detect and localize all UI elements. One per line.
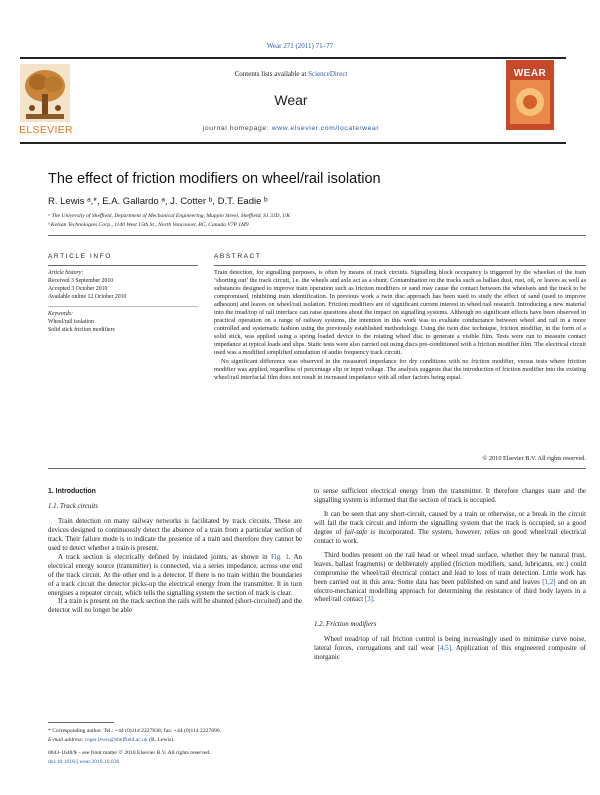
contents-prefix: Contents lists available at bbox=[234, 70, 309, 78]
body-column-left bbox=[48, 488, 302, 616]
abstract-body bbox=[214, 269, 586, 382]
text-run: It can be seen that any short-circuit, caused by a train or otherwise, or a break in the circuit will fail the track circuit and inform the signalling system that the track is occupied, so a good degree of bbox=[314, 510, 586, 536]
text-run: . An electrical energy source (transmitter) is connected, via a series impedance, across one end of the track circuit. At the other end is a detector. If there is no train within the boundaries of a track circuit the detector picks-up the electrical energy from the transmitter. It in turn energises a repeater circuit, which tells the signalling system the section of track is clear. bbox=[48, 553, 302, 597]
body-paragraph bbox=[48, 554, 302, 599]
text-run: and on an electro-mechanical modelling approach for determining the resistance of third body layers in a wheel/rail contact bbox=[314, 578, 586, 604]
abstract-rule bbox=[214, 265, 586, 266]
doi-link[interactable]: doi:10.1016/j.wear.2010.10.036 bbox=[48, 759, 120, 765]
body-paragraph: Train detection on many railway networks is facilitated by track circuits. These are devices designed to continuously detect the absence of a train from a particular section of track. Their failure mode is to indicate the presence of a train and therefore they cannot be used to detect whether a train is present. bbox=[48, 517, 302, 552]
affiliation-b: ᵇ Kelsan Technologies Corp., 1140 West 15th St., North Vancouver, BC, Canada V7P 1M9 bbox=[48, 222, 249, 228]
email-link[interactable]: roger.lewis@sheffield.ac.uk bbox=[85, 737, 148, 743]
body-paragraph bbox=[314, 552, 586, 606]
footnote-rule bbox=[48, 722, 114, 723]
journal-title: Wear bbox=[274, 92, 308, 108]
journal-citation[interactable]: Wear 271 (2011) 71–77 bbox=[266, 42, 334, 50]
text-run: A track section is electrically defined by insulated joints, as shown in bbox=[58, 553, 271, 561]
issn-line: 0043-1648/$ – see front matter © 2010 Elsevier B.V. All rights reserved. bbox=[48, 750, 211, 756]
keywords-rule bbox=[48, 306, 198, 307]
header-top-rule bbox=[20, 57, 566, 59]
publisher-name: ELSEVIER bbox=[19, 124, 73, 136]
abstract-end-rule bbox=[48, 468, 586, 469]
divider bbox=[48, 235, 586, 236]
doi-line bbox=[48, 759, 119, 765]
author-list: R. Lewis ᵃ,*, E.A. Gallardo ᵃ, J. Cotter ᵇ, D.T. Eadie ᵇ bbox=[48, 196, 268, 207]
corresponding-author-note: * Corresponding author. Tel.: +44 (0)114 2227838; fax: +44 (0)114 2227890. bbox=[48, 728, 222, 734]
text-run: . bbox=[372, 596, 375, 604]
body-paragraph bbox=[314, 636, 586, 663]
abstract-heading: ABSTRACT bbox=[214, 253, 262, 260]
keyword-2: Solid stick friction modifiers bbox=[48, 327, 115, 333]
history-label: Article history: bbox=[48, 270, 84, 276]
article-info-rule bbox=[48, 265, 198, 266]
abstract-copyright: © 2010 Elsevier B.V. All rights reserved. bbox=[482, 455, 586, 462]
journal-homepage bbox=[90, 125, 492, 132]
contents-line bbox=[90, 70, 492, 78]
text-run: . Application of this engineered composite of inorganic bbox=[314, 645, 586, 662]
reference-link-4-5[interactable]: [4,5] bbox=[437, 645, 452, 653]
homepage-link[interactable]: www.elsevier.com/locate/wear bbox=[271, 125, 380, 132]
section-1-heading: 1. Introduction bbox=[48, 488, 96, 495]
sciencedirect-link[interactable]: ScienceDirect bbox=[308, 70, 348, 78]
homepage-prefix: journal homepage: bbox=[202, 125, 272, 132]
subsection-1-1-heading: 1.1. Track circuits bbox=[48, 502, 98, 510]
article-info-heading: ARTICLE INFO bbox=[48, 253, 112, 260]
abstract-paragraph-2: No significant difference was observed in the measured impedance for dry conditions with no friction modifier, versus tests where friction modifier was applied, regardless of percentage slip or input voltage. The analysis suggests that the introduction of friction modifier into the existing wheel/rail interfacial film does not result in increased impedance with all other factors being equal. bbox=[214, 357, 586, 381]
reference-link-3[interactable]: [3] bbox=[364, 596, 373, 604]
cover-title: WEAR bbox=[513, 68, 547, 79]
keyword-1: Wheel/rail isolation bbox=[48, 319, 94, 325]
email-note bbox=[48, 737, 175, 743]
affiliation-a: ᵃ The University of Sheffield, Department of Mechanical Engineering, Mappin Street, Sheffield, S1 3JD, UK bbox=[48, 213, 291, 219]
history-accepted: Accepted 3 October 2010 bbox=[48, 286, 108, 292]
body-paragraph bbox=[314, 511, 586, 547]
reference-link-1-2[interactable]: [1,2] bbox=[542, 578, 556, 586]
header-bottom-rule bbox=[20, 142, 566, 144]
email-suffix: (R. Lewis). bbox=[147, 737, 175, 743]
abstract-paragraph-1: Train detection, for signalling purposes, is often by means of track circuits. Signalling block occupancy is triggered by the wheelset of the train ‘shorting out’ the track circuit, i.e. the wheels and axle act as a shunt. Contamination on the tracks such as ballast dust, rust, oil, or leaves as well as substances designed to improve train operation such as friction modifiers or sand may cause the contact between the wheelsets and the track to be compromised, inhibiting train identification. In previous work a twin disc approach has been used to study the effect of sand (used to improve adhesion) and leaves on wheel/rail isolation. Friction modifiers are of significant current interest in wheel/rail research. Introducing a new material into the tread/top of rail interface can raise questions about the impact on signalling systems. Although no significant effects have been observed in practical operation on a range of railway systems, the intention in this work was to evaluate conductance between wheel and rail in a more controlled and systematic fashion using the previously established methodology. Using the twin disc technique, friction modifier, in the form of a solid stick, was applied using a spring loaded device to the rotating wheel disc to generate a visible film. Tests were run to measure contact impedance at typical loads and slips. Static tests were also carried out using discs pre-conditioned with a friction modifier film. The electrical circuit used was a modified simplified simulation of audio frequency track circuit. bbox=[214, 269, 586, 357]
text-run: Third bodies present on the rail head or wheel tread surface, whether they be natural (rust, leaves, ballast fragments) or deliberately applied (friction modifiers, sand, lubricants, etc.) could compromise the wheel/rail electrical contact and lead to loss of train detection. Little work has been carried out in this area. Some data has been published on sand and leaves bbox=[314, 551, 586, 586]
body-paragraph: to sense sufficient electrical energy from the transmitter. It therefore changes state and the signalling system is informed that the section of track is occupied. bbox=[314, 488, 586, 504]
article-title: The effect of friction modifiers on wheel/rail isolation bbox=[48, 171, 381, 187]
figure-1-link[interactable]: Fig. 1 bbox=[270, 553, 289, 561]
subsection-1-2-heading: 1.2. Friction modifiers bbox=[314, 621, 377, 629]
keywords-label: Keywords: bbox=[48, 311, 73, 317]
email-label: E-mail address: bbox=[48, 737, 86, 743]
body-paragraph: If a train is present on the track section the rails will be shunted (short-circuited) and the detector will no longer be able bbox=[48, 598, 302, 615]
emphasis-text: fail-safe bbox=[344, 528, 368, 536]
history-received: Received 3 September 2010 bbox=[48, 278, 114, 284]
text-run: Wheel tread/top of rail friction control is being increasingly used to minimise curve noise, lateral forces, corrugations and rail wear bbox=[314, 636, 586, 653]
history-online: Available online 12 October 2010 bbox=[48, 294, 127, 300]
body-column-right bbox=[314, 488, 586, 663]
text-run: is incorporated. The system, however, relies on good wheel/rail electrical contact to work. bbox=[314, 528, 587, 545]
